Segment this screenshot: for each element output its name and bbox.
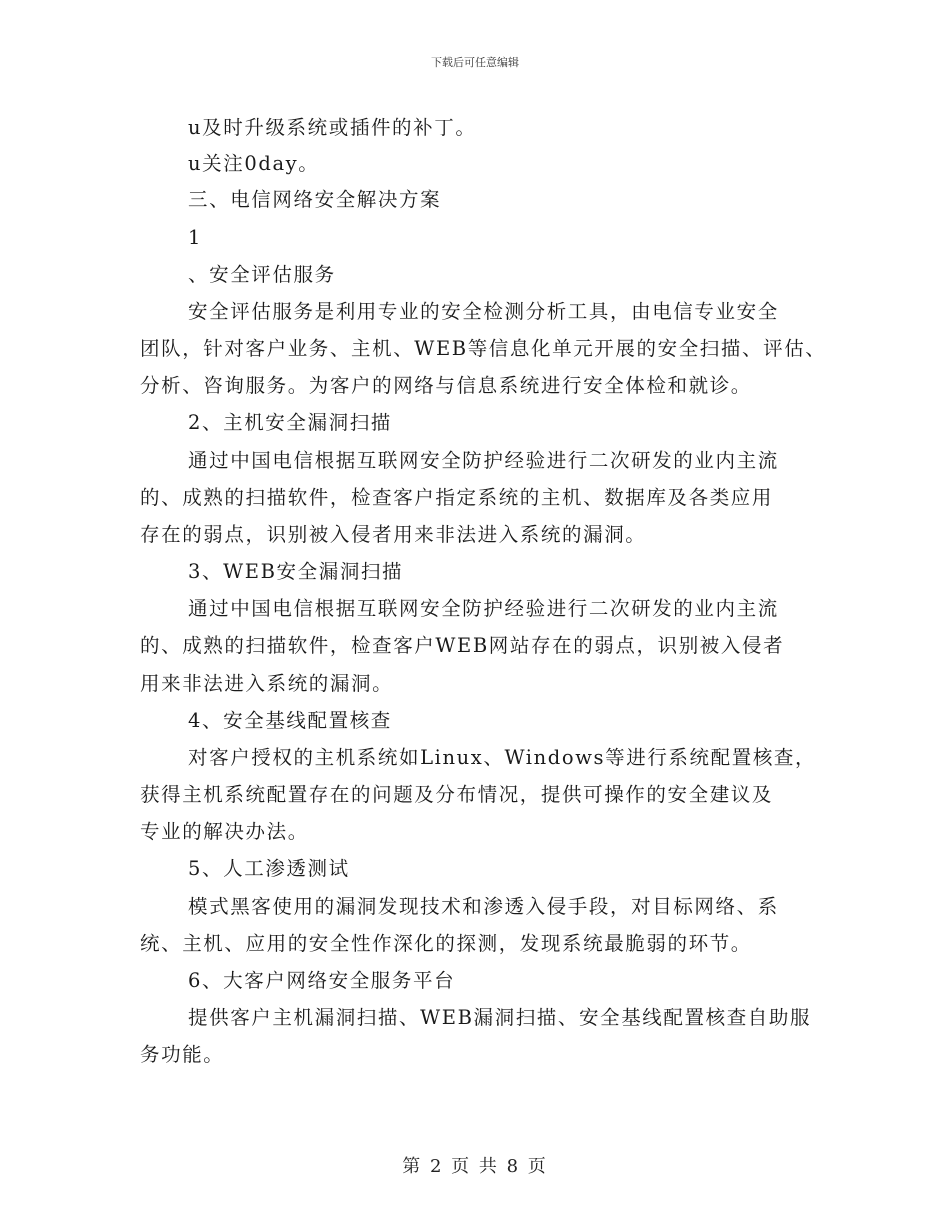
paragraph-line: 分析、咨询服务。为客户的网络与信息系统进行安全体检和就诊。 xyxy=(140,374,752,397)
section-heading: 三、电信网络安全解决方案 xyxy=(188,188,442,211)
paragraph-line: 提供客户主机漏洞扫描、WEB漏洞扫描、安全基线配置核查自助服 xyxy=(188,1006,812,1029)
paragraph-line: 用来非法进入系统的漏洞。 xyxy=(140,672,394,695)
subsection-heading: 3、WEB安全漏洞扫描 xyxy=(188,560,404,583)
page-footer: 第 2 页 共 8 页 xyxy=(402,1156,548,1177)
paragraph-line: 的、成熟的扫描软件，检查客户WEB网站存在的弱点，识别被入侵者 xyxy=(140,634,785,657)
paragraph-line: 通过中国电信根据互联网安全防护经验进行二次研发的业内主流 xyxy=(188,449,779,472)
paragraph-line: 获得主机系统配置存在的问题及分布情况，提供可操作的安全建议及 xyxy=(140,783,774,806)
subsection-heading: 2、主机安全漏洞扫描 xyxy=(188,411,392,434)
subsection-heading: 4、安全基线配置核查 xyxy=(188,709,392,732)
paragraph-line: 模式黑客使用的漏洞发现技术和渗透入侵手段，对目标网络、系 xyxy=(188,895,779,918)
subsection-heading: 6、大客户网络安全服务平台 xyxy=(188,969,456,992)
item-number: 1 xyxy=(188,226,203,249)
paragraph-line: 务功能。 xyxy=(140,1043,225,1066)
paragraph-line: 团队，针对客户业务、主机、WEB等信息化单元开展的安全扫描、评估、 xyxy=(140,337,827,360)
paragraph-line: 的、成熟的扫描软件，检查客户指定系统的主机、数据库及各类应用 xyxy=(140,486,774,509)
bullet-line: u及时升级系统或插件的补丁。 xyxy=(188,116,477,139)
subsection-heading: 、安全评估服务 xyxy=(188,263,336,286)
paragraph-line: 安全评估服务是利用专业的安全检测分析工具，由电信专业安全 xyxy=(188,300,779,323)
page-header: 下载后可任意编辑 xyxy=(431,56,519,69)
paragraph-line: 对客户授权的主机系统如Linux、Windows等进行系统配置核查， xyxy=(188,746,817,769)
bullet-line: u关注0day。 xyxy=(188,152,320,175)
paragraph-line: 存在的弱点，识别被入侵者用来非法进入系统的漏洞。 xyxy=(140,523,647,546)
subsection-heading: 5、人工渗透测试 xyxy=(188,857,350,880)
paragraph-line: 专业的解决办法。 xyxy=(140,820,309,843)
paragraph-line: 统、主机、应用的安全性作深化的探测，发现系统最脆弱的环节。 xyxy=(140,932,752,955)
paragraph-line: 通过中国电信根据互联网安全防护经验进行二次研发的业内主流 xyxy=(188,597,779,620)
